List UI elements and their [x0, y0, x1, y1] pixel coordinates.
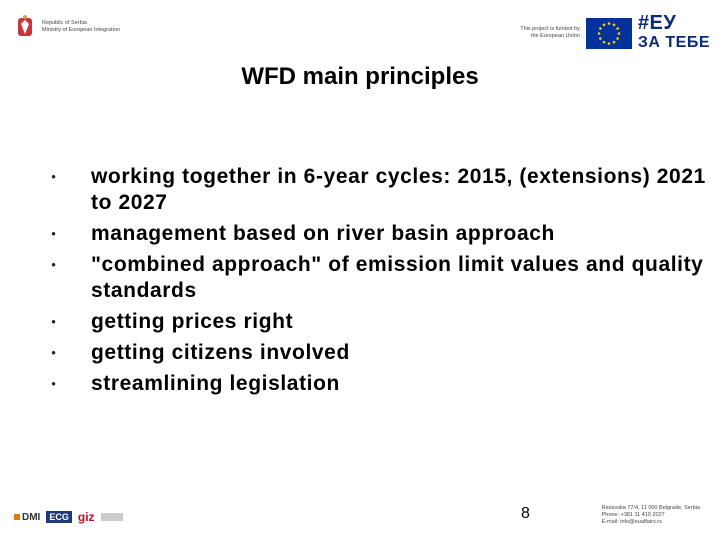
eu-star-icon: [613, 23, 616, 26]
ecg-logo: [46, 511, 72, 523]
bullet-dot-icon: •: [51, 376, 56, 391]
bullet-dot-icon: •: [51, 169, 56, 184]
ministry-line-1: Republic of Serbia: [42, 20, 87, 26]
brand-line-2: ЗА ТЕБЕ: [637, 34, 710, 51]
brand-line-1: #ЕУ: [637, 12, 677, 34]
contact-address: Resavska 77/4, 11 000 Belgrade, Serbia: [601, 505, 700, 511]
bullet-list: [16, 164, 706, 402]
eu-star-icon: [603, 23, 606, 26]
ministry-logo: [14, 14, 120, 40]
dmi-text: DMI: [22, 511, 41, 523]
contact-phone: Phone: +381 11 410 2027: [601, 512, 665, 518]
bullet-text: getting prices right: [91, 310, 294, 333]
dmi-logo: [14, 512, 40, 523]
funded-line-1: This project is funded by: [520, 26, 580, 32]
bullet-dot-icon: •: [51, 314, 56, 329]
contact-email: E-mail: info@euaffairs.rs: [601, 519, 662, 525]
bullet-text: management based on river basin approach: [91, 222, 555, 245]
funded-line-2: the European Union: [530, 33, 580, 39]
bullet-item: [16, 164, 706, 216]
eu-star-icon: [599, 27, 602, 30]
slide-title: WFD main principles: [241, 63, 479, 90]
eu-star-icon: [599, 37, 602, 40]
eu-star-icon: [598, 32, 601, 35]
partner-logos: [14, 510, 123, 524]
dmi-mark-icon: [14, 514, 20, 520]
eu-star-icon: [603, 40, 606, 43]
bullet-item: [16, 252, 706, 304]
contact-info: [602, 505, 700, 526]
bullet-dot-icon: •: [51, 226, 56, 241]
eu-star-icon: [613, 40, 616, 43]
small-partner-logo-icon: [101, 513, 123, 521]
bullet-text: "combined approach" of emission limit values and quality standards: [91, 253, 704, 302]
page-number: 8: [521, 505, 530, 522]
eu-star-icon: [616, 37, 619, 40]
ministry-text: [42, 20, 120, 34]
bullet-dot-icon: •: [51, 257, 56, 272]
bullet-text: getting citizens involved: [91, 341, 350, 364]
bullet-text: working together in 6-year cycles: 2015, (extensions) 2021 to 2027: [91, 165, 706, 214]
eu-funding-block: [520, 14, 710, 52]
ecg-text: ECG: [49, 512, 69, 522]
bullet-dot-icon: •: [51, 345, 56, 360]
eu-star-icon: [608, 22, 611, 25]
bullet-item: [16, 340, 706, 366]
ministry-line-2: Ministry of European Integration: [42, 27, 120, 33]
bullet-item: [16, 309, 706, 335]
bullet-item: [16, 371, 706, 397]
bullet-item: [16, 221, 706, 247]
giz-logo: giz: [77, 510, 95, 524]
funded-text: [520, 26, 580, 40]
eu-star-icon: [608, 42, 611, 45]
eu-flag-icon: [586, 18, 632, 49]
bullet-text: streamlining legislation: [91, 372, 340, 395]
eu-star-icon: [618, 32, 621, 35]
serbian-coat-of-arms-icon: [14, 14, 36, 40]
eu-star-icon: [616, 27, 619, 30]
eu-za-tebe-logo: [638, 14, 710, 52]
